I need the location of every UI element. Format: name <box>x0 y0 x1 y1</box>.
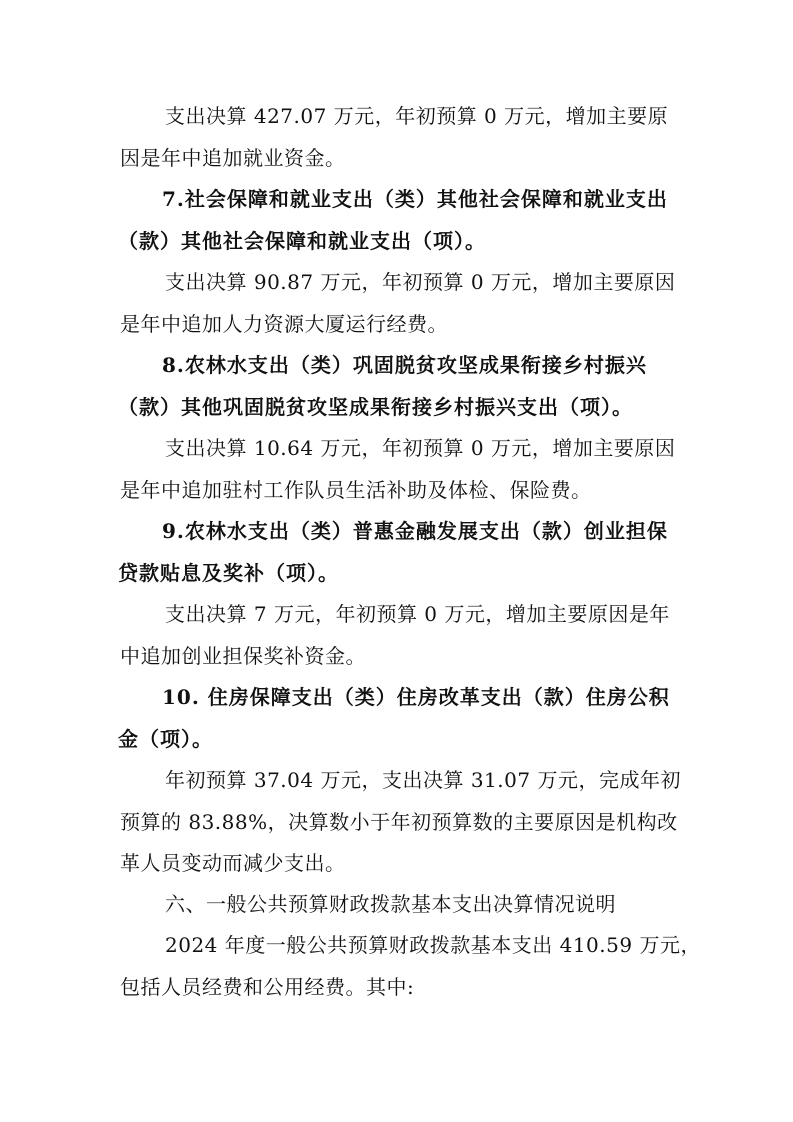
section-6-heading: 六、一般公共预算财政拨款基本支出决算情况说明 <box>165 892 616 916</box>
item-10-text-line-1: 年初预算 37.04 万元，支出决算 31.07 万元，完成年初 <box>165 768 681 792</box>
item-8-heading-line-1: 8.农林水支出（类）巩固脱贫攻坚成果衔接乡村振兴 <box>162 353 647 377</box>
item-8-text-line-2: 是年中追加驻村工作队员生活补助及体检、保险费。 <box>120 478 592 502</box>
item-8-heading-line-2: （款）其他巩固脱贫攻坚成果衔接乡村振兴支出（项）。 <box>118 395 633 419</box>
item-9-text-line-1: 支出决算 7 万元，年初预算 0 万元，增加主要原因是年 <box>165 602 670 626</box>
section-6-text-line-1: 2024 年度一般公共预算财政拨款基本支出 410.59 万元， <box>165 933 701 957</box>
item-10-heading-line-1: 10. 住房保障支出（类）住房改革支出（款）住房公积 <box>162 685 670 709</box>
para-employment-text-line-1: 支出决算 427.07 万元，年初预算 0 万元，增加主要原 <box>165 104 669 128</box>
item-10-text-line-3: 革人员变动而减少支出。 <box>120 851 346 875</box>
section-6-text-line-2: 包括人员经费和公用经费。其中: <box>120 975 415 999</box>
para-employment-text-line-2: 因是年中追加就业资金。 <box>120 146 346 170</box>
item-10-heading-line-2: 金（项）。 <box>118 727 213 751</box>
item-7-text-line-1: 支出决算 90.87 万元，年初预算 0 万元，增加主要原因 <box>165 270 676 294</box>
item-9-text-line-2: 中追加创业担保奖补资金。 <box>120 644 366 668</box>
item-7-text-line-2: 是年中追加人力资源大厦运行经费。 <box>120 312 448 336</box>
item-8-text-line-1: 支出决算 10.64 万元，年初预算 0 万元，增加主要原因 <box>165 436 676 460</box>
item-7-heading-line-1: 7.社会保障和就业支出（类）其他社会保障和就业支出 <box>162 187 668 211</box>
item-9-heading-line-2: 贷款贴息及奖补（项）。 <box>118 561 339 585</box>
item-7-heading-line-2: （款）其他社会保障和就业支出（项）。 <box>118 229 486 253</box>
item-10-text-line-2: 预算的 83.88%，决算数小于年初预算数的主要原因是机构改 <box>120 810 678 834</box>
item-9-heading-line-1: 9.农林水支出（类）普惠金融发展支出（款）创业担保 <box>162 519 668 543</box>
